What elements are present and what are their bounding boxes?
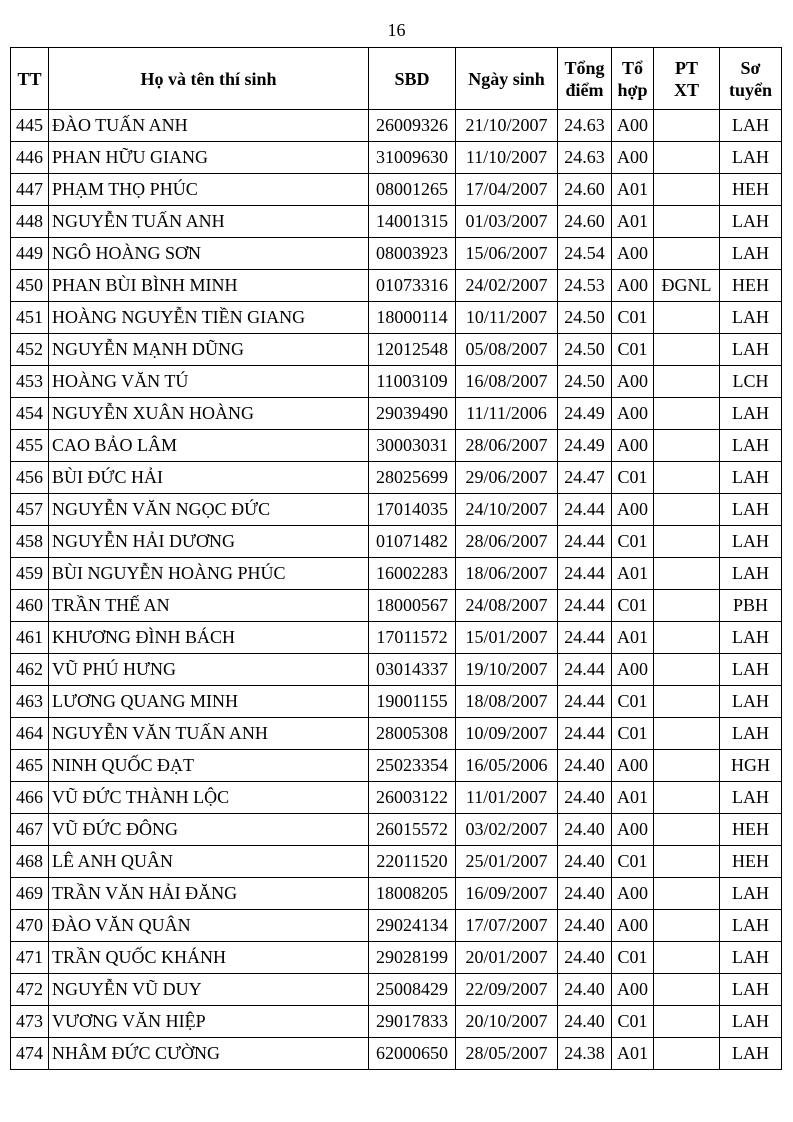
cell-tt: 470: [11, 910, 49, 942]
cell-so-tuyen: LAH: [720, 654, 782, 686]
cell-dob: 01/03/2007: [456, 206, 558, 238]
cell-tt: 450: [11, 270, 49, 302]
cell-combo: C01: [612, 462, 654, 494]
cell-tt: 449: [11, 238, 49, 270]
table-row: [11, 398, 782, 430]
header-ptxt: [654, 48, 720, 110]
header-so-tuyen: [720, 48, 782, 110]
cell-ptxt: [654, 430, 720, 462]
table-row: [11, 366, 782, 398]
cell-tt: 473: [11, 1006, 49, 1038]
cell-sbd: 14001315: [369, 206, 456, 238]
cell-ptxt: ĐGNL: [654, 270, 720, 302]
cell-score: 24.44: [558, 494, 612, 526]
cell-tt: 474: [11, 1038, 49, 1070]
cell-so-tuyen: LAH: [720, 558, 782, 590]
cell-sbd: 29028199: [369, 942, 456, 974]
table-row: [11, 302, 782, 334]
cell-so-tuyen: HEH: [720, 270, 782, 302]
cell-name: HOÀNG VĂN TÚ: [49, 366, 369, 398]
cell-so-tuyen: LAH: [720, 974, 782, 1006]
cell-so-tuyen: LAH: [720, 494, 782, 526]
cell-ptxt: [654, 782, 720, 814]
cell-so-tuyen: PBH: [720, 590, 782, 622]
cell-so-tuyen: HEH: [720, 174, 782, 206]
cell-dob: 11/10/2007: [456, 142, 558, 174]
cell-name: HOÀNG NGUYỄN TIỀN GIANG: [49, 302, 369, 334]
cell-ptxt: [654, 366, 720, 398]
cell-score: 24.40: [558, 750, 612, 782]
cell-ptxt: [654, 142, 720, 174]
cell-name: PHAN BÙI BÌNH MINH: [49, 270, 369, 302]
cell-so-tuyen: LCH: [720, 366, 782, 398]
cell-combo: C01: [612, 302, 654, 334]
cell-combo: A01: [612, 1038, 654, 1070]
header-total-line2: điểm: [565, 79, 604, 100]
cell-dob: 16/05/2006: [456, 750, 558, 782]
cell-so-tuyen: LAH: [720, 878, 782, 910]
cell-dob: 18/06/2007: [456, 558, 558, 590]
cell-sbd: 29024134: [369, 910, 456, 942]
cell-so-tuyen: LAH: [720, 718, 782, 750]
cell-combo: A00: [612, 110, 654, 142]
cell-ptxt: [654, 654, 720, 686]
cell-ptxt: [654, 206, 720, 238]
cell-sbd: 03014337: [369, 654, 456, 686]
table-row: [11, 494, 782, 526]
table-row: [11, 846, 782, 878]
cell-dob: 17/07/2007: [456, 910, 558, 942]
header-combo: [612, 48, 654, 110]
cell-name: LÊ ANH QUÂN: [49, 846, 369, 878]
cell-score: 24.60: [558, 206, 612, 238]
cell-combo: C01: [612, 718, 654, 750]
cell-tt: 445: [11, 110, 49, 142]
table-row: [11, 1038, 782, 1070]
cell-score: 24.63: [558, 110, 612, 142]
cell-tt: 456: [11, 462, 49, 494]
cell-score: 24.54: [558, 238, 612, 270]
cell-tt: 457: [11, 494, 49, 526]
cell-score: 24.53: [558, 270, 612, 302]
cell-sbd: 01073316: [369, 270, 456, 302]
cell-so-tuyen: LAH: [720, 430, 782, 462]
cell-score: 24.44: [558, 686, 612, 718]
cell-combo: C01: [612, 526, 654, 558]
cell-name: NGUYỄN MẠNH DŨNG: [49, 334, 369, 366]
cell-sbd: 31009630: [369, 142, 456, 174]
cell-tt: 448: [11, 206, 49, 238]
cell-score: 24.50: [558, 366, 612, 398]
table-row: [11, 814, 782, 846]
cell-score: 24.47: [558, 462, 612, 494]
table-row: [11, 686, 782, 718]
cell-tt: 453: [11, 366, 49, 398]
cell-so-tuyen: LAH: [720, 142, 782, 174]
table-row: [11, 334, 782, 366]
cell-ptxt: [654, 334, 720, 366]
cell-score: 24.40: [558, 782, 612, 814]
table-row: [11, 590, 782, 622]
cell-tt: 463: [11, 686, 49, 718]
cell-sbd: 26009326: [369, 110, 456, 142]
cell-dob: 18/08/2007: [456, 686, 558, 718]
table-row: [11, 110, 782, 142]
cell-ptxt: [654, 174, 720, 206]
cell-tt: 465: [11, 750, 49, 782]
cell-combo: C01: [612, 590, 654, 622]
cell-score: 24.40: [558, 878, 612, 910]
cell-combo: C01: [612, 334, 654, 366]
page-number: 16: [387, 20, 406, 40]
cell-score: 24.44: [558, 590, 612, 622]
cell-tt: 469: [11, 878, 49, 910]
cell-name: NGUYỄN XUÂN HOÀNG: [49, 398, 369, 430]
cell-name: LƯƠNG QUANG MINH: [49, 686, 369, 718]
cell-so-tuyen: HEH: [720, 846, 782, 878]
table-row: [11, 206, 782, 238]
cell-sbd: 25023354: [369, 750, 456, 782]
cell-name: TRẦN VĂN HẢI ĐĂNG: [49, 878, 369, 910]
cell-name: ĐÀO VĂN QUÂN: [49, 910, 369, 942]
cell-combo: A00: [612, 430, 654, 462]
cell-tt: 471: [11, 942, 49, 974]
cell-tt: 464: [11, 718, 49, 750]
cell-score: 24.44: [558, 558, 612, 590]
cell-so-tuyen: LAH: [720, 526, 782, 558]
cell-combo: A00: [612, 974, 654, 1006]
cell-score: 24.40: [558, 942, 612, 974]
cell-sbd: 12012548: [369, 334, 456, 366]
cell-tt: 461: [11, 622, 49, 654]
cell-score: 24.44: [558, 526, 612, 558]
header-total-line1: Tổng: [564, 57, 605, 78]
cell-combo: A00: [612, 494, 654, 526]
cell-dob: 20/10/2007: [456, 1006, 558, 1038]
header-so-line1: Sơ: [740, 57, 761, 78]
cell-name: KHƯƠNG ĐÌNH BÁCH: [49, 622, 369, 654]
cell-sbd: 29039490: [369, 398, 456, 430]
header-so-line2: tuyển: [728, 79, 772, 100]
cell-name: ĐÀO TUẤN ANH: [49, 110, 369, 142]
cell-dob: 21/10/2007: [456, 110, 558, 142]
cell-dob: 29/06/2007: [456, 462, 558, 494]
cell-score: 24.44: [558, 718, 612, 750]
cell-ptxt: [654, 910, 720, 942]
table-row: [11, 878, 782, 910]
table-header-row: [11, 48, 782, 110]
cell-sbd: 01071482: [369, 526, 456, 558]
cell-dob: 10/11/2007: [456, 302, 558, 334]
cell-tt: 462: [11, 654, 49, 686]
cell-sbd: 30003031: [369, 430, 456, 462]
cell-score: 24.49: [558, 430, 612, 462]
cell-combo: A00: [612, 398, 654, 430]
cell-ptxt: [654, 1038, 720, 1070]
cell-name: VƯƠNG VĂN HIỆP: [49, 1006, 369, 1038]
cell-score: 24.40: [558, 974, 612, 1006]
cell-so-tuyen: LAH: [720, 206, 782, 238]
cell-combo: A01: [612, 206, 654, 238]
cell-score: 24.49: [558, 398, 612, 430]
cell-ptxt: [654, 718, 720, 750]
cell-ptxt: [654, 526, 720, 558]
cell-dob: 24/08/2007: [456, 590, 558, 622]
cell-so-tuyen: LAH: [720, 910, 782, 942]
table-row: [11, 430, 782, 462]
cell-score: 24.44: [558, 654, 612, 686]
cell-combo: C01: [612, 846, 654, 878]
cell-dob: 20/01/2007: [456, 942, 558, 974]
table-row: [11, 462, 782, 494]
header-ptxt-line1: PT: [674, 57, 698, 78]
cell-tt: 451: [11, 302, 49, 334]
header-name: Họ và tên thí sinh: [49, 48, 369, 110]
cell-name: NGÔ HOÀNG SƠN: [49, 238, 369, 270]
cell-so-tuyen: LAH: [720, 1006, 782, 1038]
cell-sbd: 17014035: [369, 494, 456, 526]
cell-tt: 454: [11, 398, 49, 430]
cell-so-tuyen: LAH: [720, 462, 782, 494]
cell-so-tuyen: LAH: [720, 334, 782, 366]
table-row: [11, 558, 782, 590]
cell-sbd: 28005308: [369, 718, 456, 750]
cell-ptxt: [654, 1006, 720, 1038]
cell-name: NGUYỄN TUẤN ANH: [49, 206, 369, 238]
cell-combo: C01: [612, 686, 654, 718]
cell-name: VŨ PHÚ HƯNG: [49, 654, 369, 686]
cell-dob: 28/05/2007: [456, 1038, 558, 1070]
cell-sbd: 18000567: [369, 590, 456, 622]
cell-dob: 10/09/2007: [456, 718, 558, 750]
cell-dob: 28/06/2007: [456, 430, 558, 462]
cell-name: BÙI ĐỨC HẢI: [49, 462, 369, 494]
cell-dob: 15/01/2007: [456, 622, 558, 654]
cell-combo: A00: [612, 142, 654, 174]
cell-dob: 19/10/2007: [456, 654, 558, 686]
cell-name: TRẦN THẾ AN: [49, 590, 369, 622]
cell-so-tuyen: LAH: [720, 110, 782, 142]
cell-so-tuyen: HEH: [720, 814, 782, 846]
cell-name: NHÂM ĐỨC CƯỜNG: [49, 1038, 369, 1070]
cell-ptxt: [654, 110, 720, 142]
cell-combo: A00: [612, 270, 654, 302]
table-row: [11, 974, 782, 1006]
header-combo-line1: Tổ: [621, 57, 643, 78]
cell-ptxt: [654, 398, 720, 430]
cell-ptxt: [654, 238, 720, 270]
cell-ptxt: [654, 622, 720, 654]
cell-combo: A00: [612, 910, 654, 942]
cell-sbd: 19001155: [369, 686, 456, 718]
table-row: [11, 622, 782, 654]
cell-tt: 452: [11, 334, 49, 366]
cell-so-tuyen: LAH: [720, 942, 782, 974]
cell-so-tuyen: LAH: [720, 622, 782, 654]
table-row: [11, 238, 782, 270]
cell-name: NINH QUỐC ĐẠT: [49, 750, 369, 782]
cell-ptxt: [654, 974, 720, 1006]
cell-combo: C01: [612, 942, 654, 974]
cell-name: CAO BẢO LÂM: [49, 430, 369, 462]
table-row: [11, 1006, 782, 1038]
cell-score: 24.63: [558, 142, 612, 174]
cell-combo: A01: [612, 174, 654, 206]
cell-dob: 15/06/2007: [456, 238, 558, 270]
cell-dob: 24/10/2007: [456, 494, 558, 526]
cell-name: PHAN HỮU GIANG: [49, 142, 369, 174]
cell-ptxt: [654, 846, 720, 878]
cell-tt: 458: [11, 526, 49, 558]
cell-dob: 16/09/2007: [456, 878, 558, 910]
cell-sbd: 08003923: [369, 238, 456, 270]
cell-score: 24.40: [558, 846, 612, 878]
cell-combo: A00: [612, 238, 654, 270]
cell-so-tuyen: LAH: [720, 302, 782, 334]
cell-ptxt: [654, 942, 720, 974]
cell-dob: 22/09/2007: [456, 974, 558, 1006]
cell-score: 24.60: [558, 174, 612, 206]
cell-combo: A00: [612, 366, 654, 398]
cell-combo: A00: [612, 878, 654, 910]
cell-name: NGUYỄN HẢI DƯƠNG: [49, 526, 369, 558]
cell-sbd: 11003109: [369, 366, 456, 398]
header-ptxt-line2: XT: [673, 79, 699, 100]
cell-name: BÙI NGUYỄN HOÀNG PHÚC: [49, 558, 369, 590]
cell-score: 24.50: [558, 302, 612, 334]
cell-ptxt: [654, 750, 720, 782]
header-total: [558, 48, 612, 110]
cell-dob: 17/04/2007: [456, 174, 558, 206]
cell-dob: 11/11/2006: [456, 398, 558, 430]
cell-dob: 25/01/2007: [456, 846, 558, 878]
table-row: [11, 782, 782, 814]
cell-score: 24.40: [558, 910, 612, 942]
candidate-table: [10, 47, 782, 1070]
cell-dob: 03/02/2007: [456, 814, 558, 846]
table-row: [11, 270, 782, 302]
cell-combo: C01: [612, 1006, 654, 1038]
cell-sbd: 28025699: [369, 462, 456, 494]
cell-so-tuyen: LAH: [720, 782, 782, 814]
cell-ptxt: [654, 814, 720, 846]
header-tt: TT: [11, 48, 49, 110]
cell-ptxt: [654, 878, 720, 910]
cell-ptxt: [654, 590, 720, 622]
cell-sbd: 22011520: [369, 846, 456, 878]
header-dob: Ngày sinh: [456, 48, 558, 110]
cell-sbd: 25008429: [369, 974, 456, 1006]
cell-tt: 468: [11, 846, 49, 878]
cell-so-tuyen: LAH: [720, 1038, 782, 1070]
cell-name: VŨ ĐỨC ĐÔNG: [49, 814, 369, 846]
cell-sbd: 08001265: [369, 174, 456, 206]
table-row: [11, 718, 782, 750]
cell-dob: 11/01/2007: [456, 782, 558, 814]
cell-so-tuyen: LAH: [720, 686, 782, 718]
cell-combo: A00: [612, 654, 654, 686]
cell-score: 24.40: [558, 1006, 612, 1038]
cell-ptxt: [654, 686, 720, 718]
header-sbd: SBD: [369, 48, 456, 110]
cell-tt: 446: [11, 142, 49, 174]
cell-so-tuyen: LAH: [720, 398, 782, 430]
table-row: [11, 942, 782, 974]
cell-combo: A01: [612, 558, 654, 590]
cell-ptxt: [654, 494, 720, 526]
cell-combo: A01: [612, 782, 654, 814]
table-row: [11, 174, 782, 206]
cell-tt: 460: [11, 590, 49, 622]
cell-dob: 24/02/2007: [456, 270, 558, 302]
cell-ptxt: [654, 302, 720, 334]
cell-sbd: 26003122: [369, 782, 456, 814]
cell-sbd: 17011572: [369, 622, 456, 654]
cell-score: 24.44: [558, 622, 612, 654]
cell-score: 24.38: [558, 1038, 612, 1070]
cell-tt: 455: [11, 430, 49, 462]
cell-score: 24.40: [558, 814, 612, 846]
cell-tt: 472: [11, 974, 49, 1006]
cell-combo: A00: [612, 750, 654, 782]
cell-name: PHẠM THỌ PHÚC: [49, 174, 369, 206]
table-row: [11, 526, 782, 558]
cell-ptxt: [654, 558, 720, 590]
table-row: [11, 654, 782, 686]
table-row: [11, 910, 782, 942]
header-combo-line2: hợp: [617, 79, 648, 100]
cell-combo: A00: [612, 814, 654, 846]
cell-name: VŨ ĐỨC THÀNH LỘC: [49, 782, 369, 814]
cell-so-tuyen: LAH: [720, 238, 782, 270]
cell-tt: 459: [11, 558, 49, 590]
cell-combo: A01: [612, 622, 654, 654]
cell-sbd: 62000650: [369, 1038, 456, 1070]
cell-tt: 447: [11, 174, 49, 206]
cell-sbd: 26015572: [369, 814, 456, 846]
cell-tt: 466: [11, 782, 49, 814]
cell-sbd: 18000114: [369, 302, 456, 334]
cell-tt: 467: [11, 814, 49, 846]
cell-dob: 05/08/2007: [456, 334, 558, 366]
cell-score: 24.50: [558, 334, 612, 366]
cell-name: TRẦN QUỐC KHÁNH: [49, 942, 369, 974]
cell-name: NGUYỄN VĂN NGỌC ĐỨC: [49, 494, 369, 526]
cell-dob: 16/08/2007: [456, 366, 558, 398]
cell-so-tuyen: HGH: [720, 750, 782, 782]
cell-sbd: 18008205: [369, 878, 456, 910]
table-row: [11, 142, 782, 174]
table-row: [11, 750, 782, 782]
cell-sbd: 16002283: [369, 558, 456, 590]
cell-ptxt: [654, 462, 720, 494]
cell-sbd: 29017833: [369, 1006, 456, 1038]
cell-name: NGUYỄN VŨ DUY: [49, 974, 369, 1006]
cell-name: NGUYỄN VĂN TUẤN ANH: [49, 718, 369, 750]
cell-dob: 28/06/2007: [456, 526, 558, 558]
